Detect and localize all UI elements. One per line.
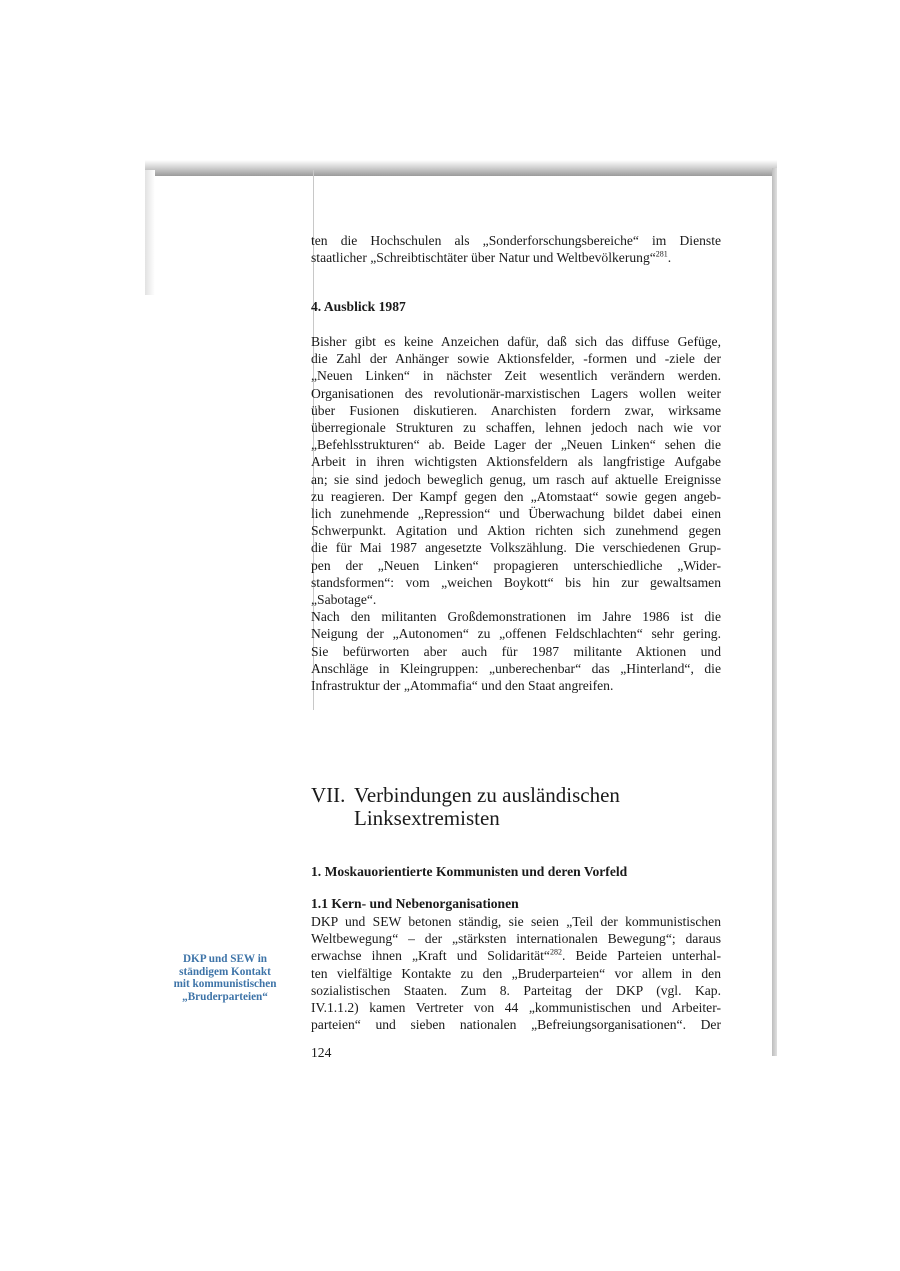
text-line: IV.1.1.2) kamen Vertreter von 44 „kommunistischen und Arbeiter- bbox=[311, 1000, 721, 1016]
chapter-heading bbox=[311, 784, 620, 830]
scan-top-edge bbox=[145, 160, 777, 176]
text-line: die für Mai 1987 angesetzte Volkszählung. Die verschiedenen Grup- bbox=[311, 540, 721, 556]
section-heading: 4. Ausblick 1987 bbox=[311, 299, 406, 314]
text-line: Arbeit in ihren wichtigsten Aktionsfeldern als langfristige Aufgabe bbox=[311, 454, 721, 470]
chapter-title-line: Verbindungen zu ausländischen bbox=[354, 783, 620, 807]
text-line: parteien“ und sieben nationalen „Befreiungsorganisationen“. Der bbox=[311, 1017, 721, 1033]
text-line: staatlicher „Schreibtischtäter über Natur und Weltbevölkerung“$^{281}$. bbox=[311, 249, 672, 266]
text-line: Bisher gibt es keine Anzeichen dafür, daß sich das diffuse Gefüge, bbox=[311, 334, 721, 349]
margin-note-line: DKP und SEW in bbox=[182, 953, 268, 965]
top-paragraph bbox=[311, 232, 721, 266]
text-line: lich zunehmende „Repression“ und Überwachung bildet dabei einen bbox=[311, 506, 721, 522]
scan-right-edge bbox=[772, 168, 777, 1056]
margin-note-line: „Bruderparteien“ bbox=[182, 990, 268, 1003]
paragraph-ausblick bbox=[311, 333, 721, 694]
text-line: überregionale Strukturen zu schaffen, lehnen jedoch nach wie vor bbox=[311, 420, 721, 436]
text-line: erwachse ihnen „Kraft und Solidarität“$^{282}$. Beide Parteien unterhal- bbox=[311, 947, 721, 964]
text-line: standsformen“: vom „weichen Boykott“ bis hin zur gewaltsamen bbox=[311, 574, 721, 590]
margin-note-line: ständigem Kontakt bbox=[179, 965, 271, 978]
text-line: sozialistischen Staaten. Zum 8. Parteitag der DKP (vgl. Kap. bbox=[311, 982, 721, 998]
footnote-ref: 282 bbox=[549, 947, 562, 957]
text-line: pen der „Neuen Linken“ propagieren unterschiedliche „Wider- bbox=[311, 557, 721, 573]
text-line: Weltbewegung“ – der „stärksten internationalen Bewegung“; daraus bbox=[311, 931, 721, 947]
text-line: „Befehlsstrukturen“ ab. Beide Lager der „Neuen Linken“ sehen die bbox=[311, 437, 721, 453]
text-line: Sie befürworten aber auch für 1987 militante Aktionen und bbox=[311, 643, 721, 659]
subsubsection-heading: 1.1 Kern- und Nebenorganisationen bbox=[311, 896, 519, 911]
page-number: 124 bbox=[311, 1045, 332, 1060]
text-line: Neigung der „Autonomen“ zu „offenen Feldschlachten“ sehr gering. bbox=[311, 626, 721, 642]
paragraph-kern bbox=[311, 913, 721, 1033]
scan-left-shadow bbox=[145, 170, 155, 295]
text-line: Organisationen des revolutionär-marxistischen Lagers wollen weiter bbox=[311, 385, 721, 401]
text-line: an; sie sind jedoch beweglich genug, um rasch auf aktuelle Ereignisse bbox=[311, 471, 721, 487]
text-line: zu reagieren. Der Kampf gegen den „Atomstaat“ sowie gegen angeb- bbox=[311, 488, 721, 504]
text-line: DKP und SEW betonen ständig, sie seien „Teil der kommunistischen bbox=[311, 914, 721, 929]
text-line: die Zahl der Anhänger sowie Aktionsfelder, -formen und -ziele der bbox=[311, 351, 721, 367]
text-line: über Fusionen diskutieren. Anarchisten fordern zwar, wirksame bbox=[311, 402, 721, 418]
text-line: ten die Hochschulen als „Sonderforschungsbereiche“ im Dienste bbox=[311, 233, 721, 248]
text-line: Infrastruktur der „Atommafia“ und den Staat angreifen. bbox=[311, 678, 614, 694]
text-line: Anschläge in Kleingruppen: „unberechenbar“ das „Hinterland“, die bbox=[311, 660, 721, 676]
text-line: „Sabotage“. bbox=[311, 592, 377, 608]
subsection-heading: 1. Moskauorientierte Kommunisten und deren Vorfeld bbox=[311, 864, 628, 879]
margin-note bbox=[150, 953, 300, 1003]
chapter-title-line: Linksextremisten bbox=[354, 806, 500, 830]
text-line: ten vielfältige Kontakte zu den „Bruderparteien“ vor allem in den bbox=[311, 965, 721, 981]
text-line: „Neuen Linken“ in nächster Zeit wesentlich verändern werden. bbox=[311, 368, 721, 384]
footnote-ref: 281 bbox=[655, 249, 668, 259]
chapter-number: VII. bbox=[311, 783, 346, 807]
text-line: Schwerpunkt. Agitation und Aktion richten sich zunehmend gegen bbox=[311, 523, 721, 539]
text-line: Nach den militanten Großdemonstrationen im Jahre 1986 ist die bbox=[311, 609, 721, 625]
margin-note-line: mit kommunistischen bbox=[173, 978, 277, 991]
